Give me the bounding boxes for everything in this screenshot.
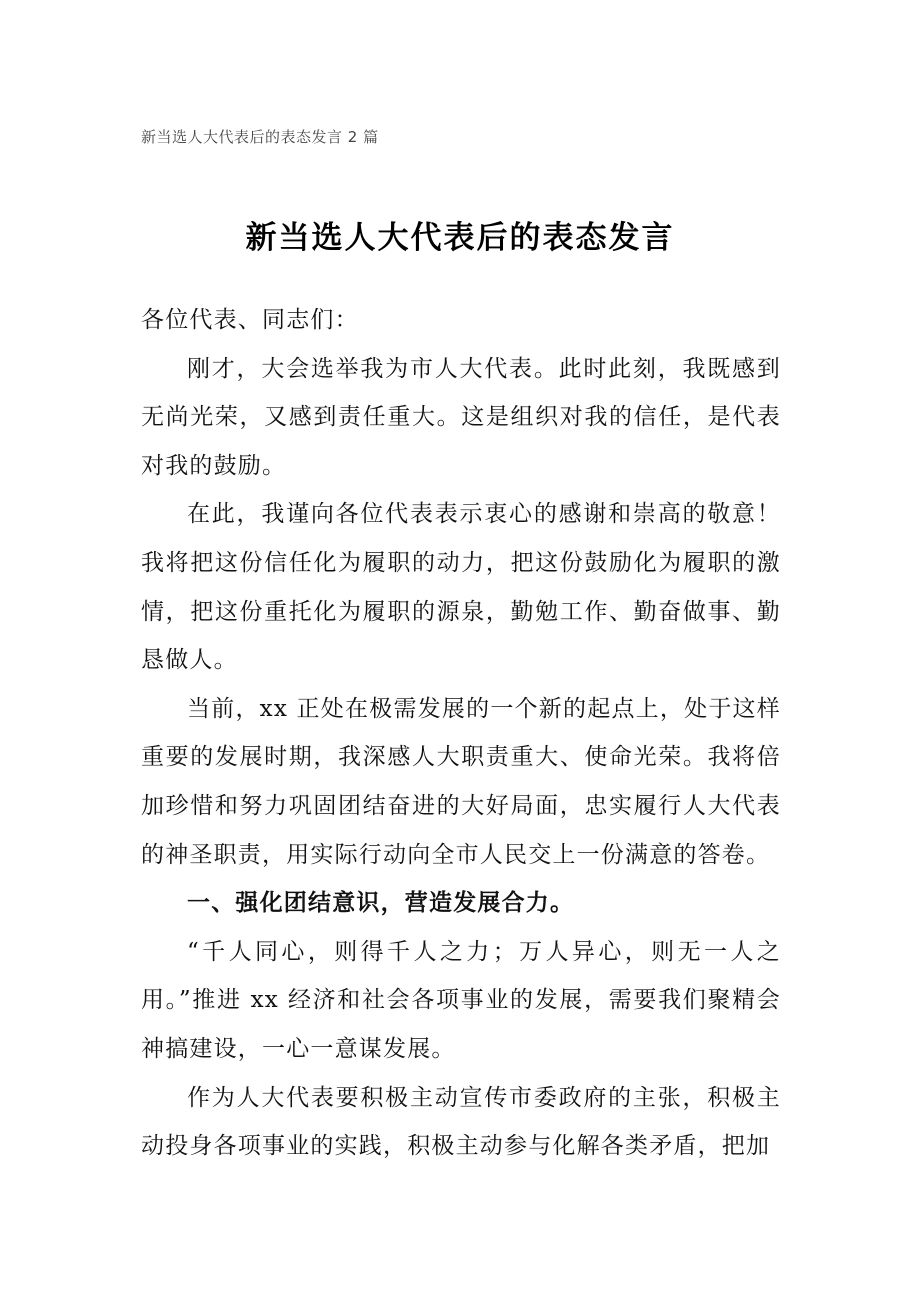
salutation: 各位代表、同志们：	[141, 307, 359, 333]
paragraph: “千人同心，则得千人之力；万人异心，则无一人之用。”推进 xx 经济和社会各项事业的发展，需要我们聚精会神搞建设，一心一意谋发展。	[141, 938, 781, 1062]
paragraph: 刚才，大会选举我为市人大代表。此时此刻，我既感到无尚光荣，又感到责任重大。这是组织对我的信任，是代表对我的鼓励。	[141, 355, 781, 479]
running-header: 新当选人大代表后的表态发言 2 篇	[141, 128, 379, 146]
document-title: 新当选人大代表后的表态发言	[245, 220, 675, 256]
paragraph: 在此，我谨向各位代表表示衷心的感谢和崇高的敬意！我将把这份信任化为履职的动力，把这份鼓励化为履职的激情，把这份重托化为履职的源泉，勤勉工作、勤奋做事、勤恳做人。	[141, 501, 781, 674]
paragraph: 当前，xx 正处在极需发展的一个新的起点上，处于这样重要的发展时期，我深感人大职责重大、使命光荣。我将倍加珍惜和努力巩固团结奋进的大好局面，忠实履行人大代表的神圣职责，用实际行动向全市人民交上一份满意的答卷。	[141, 695, 781, 868]
paragraph: 作为人大代表要积极主动宣传市委政府的主张，积极主动投身各项事业的实践，积极主动参与化解各类矛盾，把加	[141, 1084, 781, 1160]
section-heading: 一、强化团结意识，营造发展合力。	[187, 889, 575, 917]
document-body	[141, 296, 781, 1171]
